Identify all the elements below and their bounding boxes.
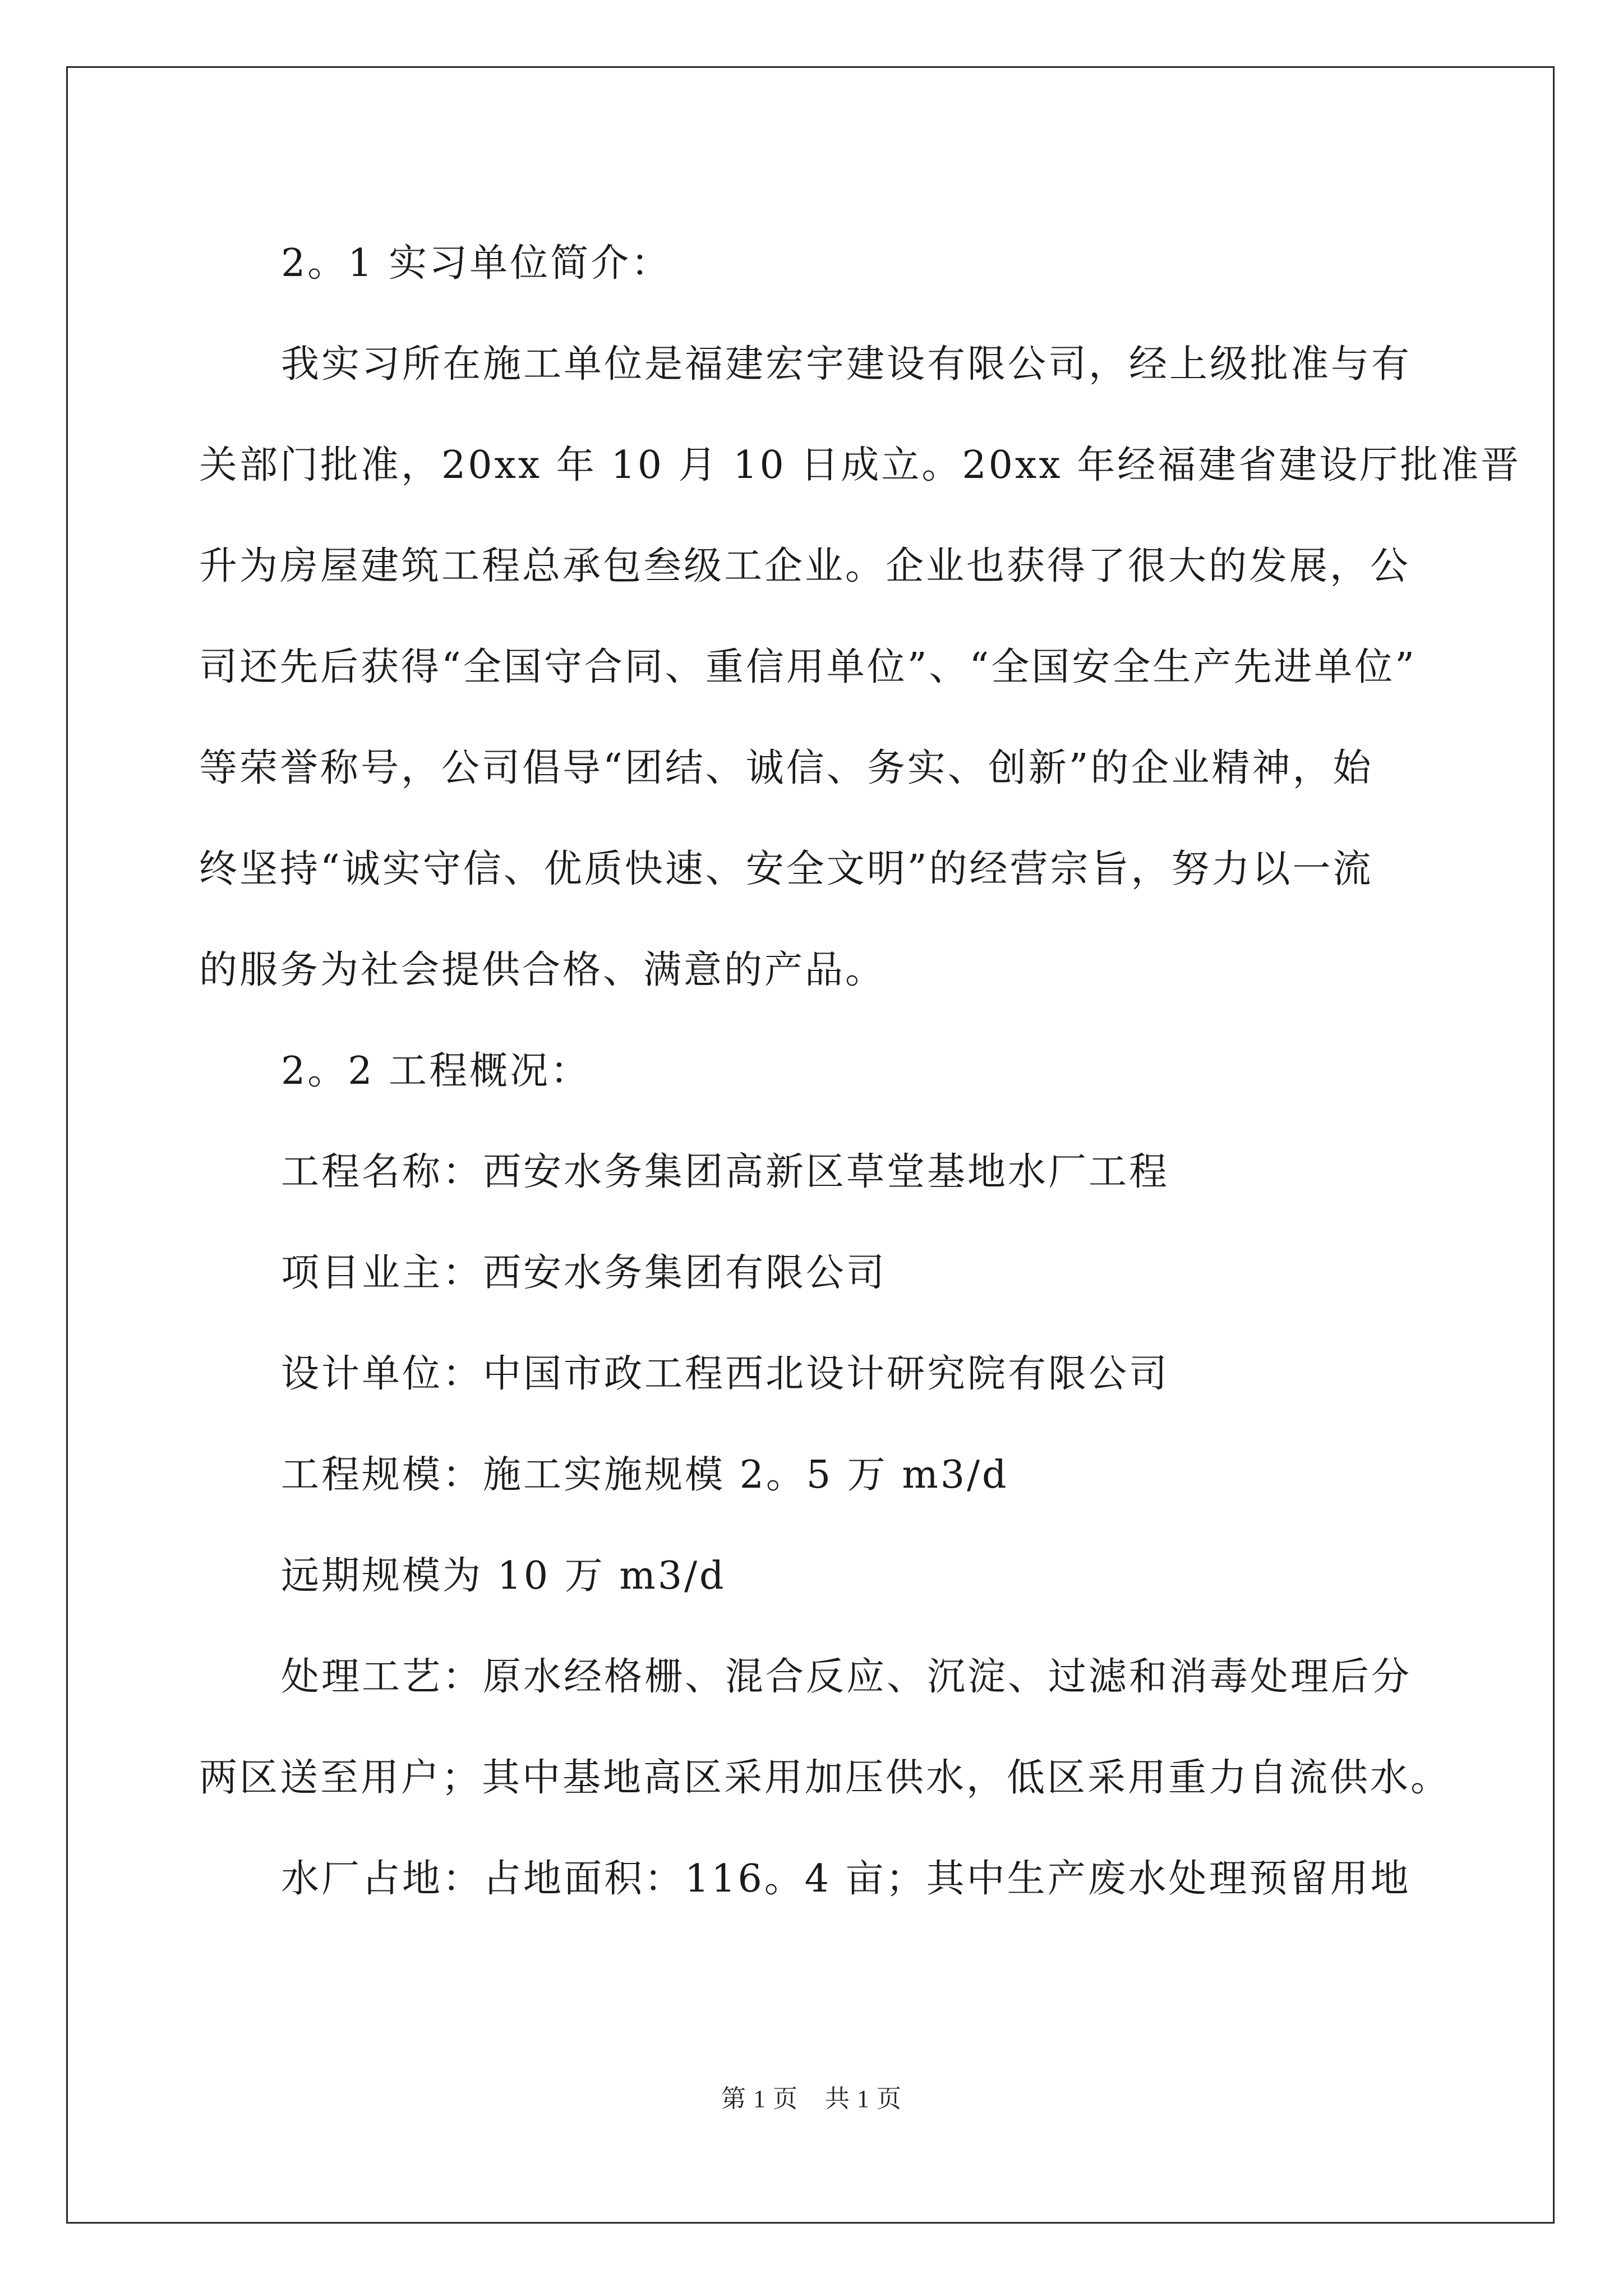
text-line: 的服务为社会提供合格、满意的产品。	[199, 948, 886, 992]
company-intro-paragraph	[199, 314, 1521, 1021]
page-number: 第 1 页	[721, 2085, 798, 2113]
text-line: 司还先后获得“全国守合同、重信用单位”、“全国安全生产先进单位”	[199, 645, 1417, 689]
section-heading-2-2: 2。2 工程概况：	[281, 1049, 591, 1093]
text-line: 处理工艺：原水经格栅、混合反应、沉淀、过滤和消毒处理后分	[281, 1655, 1412, 1699]
process-paragraph	[199, 1627, 1451, 1829]
page-total: 共 1 页	[825, 2085, 902, 2113]
text-line: 关部门批准，20xx 年 10 月 10 日成立。20xx 年经福建省建设厅批准晋	[199, 443, 1521, 487]
design-unit-line: 设计单位：中国市政工程西北设计研究院有限公司	[281, 1352, 1170, 1396]
text-line: 升为房屋建筑工程总承包叁级工企业。企业也获得了很大的发展，公	[199, 544, 1411, 588]
text-line: 等荣誉称号，公司倡导“团结、诚信、务实、创新”的企业精神，始	[199, 746, 1373, 790]
document-body	[199, 213, 1521, 1930]
text-line: 两区送至用户；其中基地高区采用加压供水，低区采用重力自流供水。	[199, 1756, 1451, 1800]
page-footer	[0, 2078, 1623, 2114]
land-area-line: 水厂占地：占地面积：116。4 亩；其中生产废水处理预留用地	[281, 1857, 1411, 1901]
project-scale-line: 工程规模：施工实施规模 2。5 万 m3/d	[281, 1453, 1009, 1497]
project-owner-line: 项目业主：西安水务集团有限公司	[281, 1251, 887, 1295]
project-name-line: 工程名称：西安水务集团高新区草堂基地水厂工程	[281, 1150, 1170, 1194]
section-heading-2-1: 2。1 实习单位简介：	[281, 241, 672, 286]
long-term-scale-line: 远期规模为 10 万 m3/d	[281, 1554, 726, 1598]
text-line: 终坚持“诚实守信、优质快速、安全文明”的经营宗旨，努力以一流	[199, 847, 1373, 891]
text-line: 我实习所在施工单位是福建宏宇建设有限公司，经上级批准与有	[281, 342, 1412, 386]
